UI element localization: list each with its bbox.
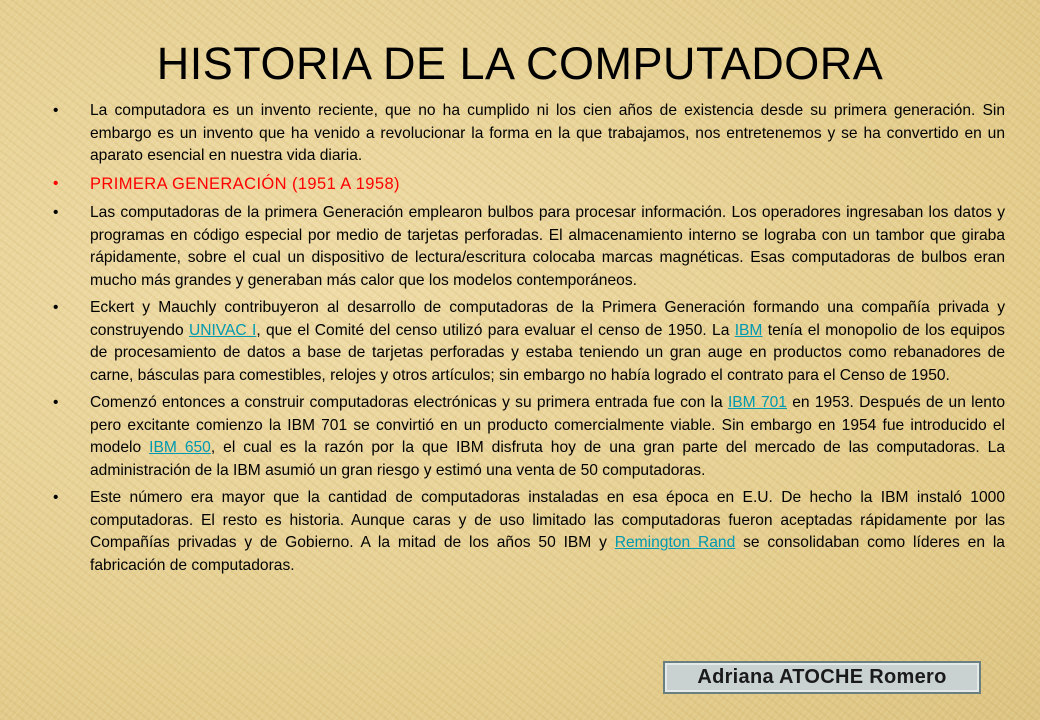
bullet-eckert-mauchly <box>53 297 1005 387</box>
bullet-marker: • <box>53 299 59 316</box>
author-label: Adriana ATOCHE Romero <box>663 661 981 694</box>
bullet-marker: • <box>53 174 59 192</box>
remington-rand-link[interactable]: Remington Rand <box>614 534 736 551</box>
text-segment: tenía el monopolio de los equipos de procesamiento de datos a base de tarjetas perforadas y estaba teniendo un gran auge en productos como rebanadores de carne, básculas para comestibles, relojes y otros artículos; sin embargo no había logrado el contrato para el Censo de 1950. <box>90 321 1005 384</box>
text-segment: , el cual es la razón por la que IBM disfruta hoy de una gran parte del mercado de las computadoras. La administración de la IBM asumió un gran riesgo y estimó una venta de 50 computadoras. <box>90 439 1005 479</box>
history-paragraph <box>90 487 1005 577</box>
text-segment: Este número era mayor que la cantidad de computadoras instaladas en esa época en E.U. De hecho la IBM instaló 1000 computadoras. El resto es historia. Aunque caras y de uso limitado las computadoras fueron aceptadas rápidamente por las Compañías privadas y de Gobierno. A la mitad de los años 50 IBM y <box>90 489 1005 551</box>
bullet-marker: • <box>53 489 59 506</box>
bullet-history <box>53 487 1005 577</box>
bullet-marker: • <box>53 204 59 221</box>
bullet-heading <box>53 173 1005 196</box>
first-generation-heading: PRIMERA GENERACIÓN (1951 A 1958) <box>90 174 400 193</box>
bullet-intro <box>53 100 1005 168</box>
eckert-mauchly-paragraph <box>90 297 1005 387</box>
slide-title: HISTORIA DE LA COMPUTADORA <box>156 38 884 89</box>
intro-paragraph: La computadora es un invento reciente, que no ha cumplido ni los cien años de existencia desde su primera generación. Sin embargo es un invento que ha venido a revolucionar la forma en la que trabajamos, nos entretenemos y se ha convertido en un aparato esencial en nuestra vida diaria. <box>90 102 1005 164</box>
text-segment: se consolidaban como líderes en la fabricación de computadoras. <box>90 534 1005 574</box>
bullet-list <box>53 100 1005 582</box>
bullet-marker: • <box>53 102 59 119</box>
text-segment: en 1953. Después de un lento pero excitante comienzo la IBM 701 se convirtió en un producto comercialmente viable. Sin embargo en 1954 fue introducido el modelo <box>90 394 1005 456</box>
bullet-marker: • <box>53 394 59 411</box>
text-segment: , que el Comité del censo utilizó para evaluar el censo de 1950. La <box>256 321 735 339</box>
bulbs-paragraph: Las computadoras de la primera Generación emplearon bulbos para procesar información. Los operadores ingresaban los datos y programas en código especial por medio de tarjetas perforadas. El almacenamiento interno se lograba con un tambor que giraba rápidamente, sobre el cual un dispositivo de lectura/escritura colocaba marcas magnéticas. Esas computadoras de bulbos eran mucho más grandes y generaban más calor que los modelos contemporáneos. <box>90 204 1005 289</box>
text-segment: Eckert y Mauchly contribuyeron al desarrollo de computadoras de la Primera Generación formando una compañía privada y construyendo <box>90 299 1005 339</box>
ibm-650-link[interactable]: IBM 650 <box>149 439 211 456</box>
bullet-ibm-701 <box>53 392 1005 482</box>
ibm-link[interactable]: IBM <box>734 321 763 339</box>
univac-link[interactable]: UNIVAC I <box>188 321 257 339</box>
bullet-bulbs <box>53 202 1005 292</box>
ibm-701-link[interactable]: IBM 701 <box>727 394 787 411</box>
text-segment: Comenzó entonces a construir computadoras electrónicas y su primera entrada fue con la <box>90 394 728 411</box>
ibm-701-paragraph <box>90 392 1005 482</box>
